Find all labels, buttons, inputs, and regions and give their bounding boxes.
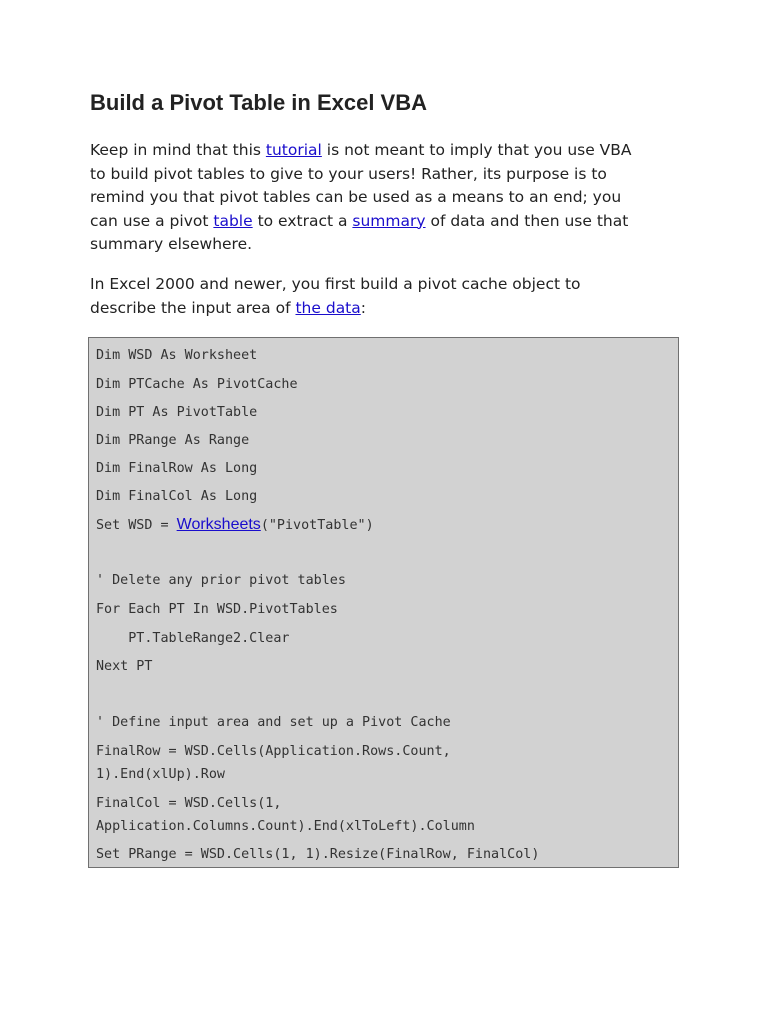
code-line: Set PRange = WSD.Cells(1, 1).Resize(FinalRow, FinalCol) (96, 847, 540, 862)
intro-line-1: Keep in mind that this tutorial is not meant to imply that you use VBA (90, 141, 632, 159)
worksheets-link[interactable]: Worksheets (176, 516, 261, 533)
code-line: Dim PT As PivotTable (96, 405, 258, 420)
code-line: PT.TableRange2.Clear (96, 631, 290, 646)
code-line: FinalRow = WSD.Cells(Application.Rows.Count, (96, 744, 451, 759)
code-line: ' Define input area and set up a Pivot Cache (96, 715, 451, 730)
code-line: Dim WSD As Worksheet (96, 348, 258, 363)
code-line: Dim PRange As Range (96, 433, 250, 448)
intro-line-3: remind you that pivot tables can be used as a means to an end; you (90, 188, 622, 206)
code-line: Set WSD = Worksheets("PivotTable") (96, 516, 374, 533)
code-line: Dim FinalCol As Long (96, 489, 258, 504)
intro-line-4: can use a pivot table to extract a summary of data and then use that (90, 211, 629, 230)
pivot-cache-line-2: describe the input area of the data: (90, 298, 366, 317)
code-line: Application.Columns.Count).End(xlToLeft).Column (96, 819, 475, 834)
pivot-cache-line-1: In Excel 2000 and newer, you first build a pivot cache object to (90, 275, 581, 293)
code-line: For Each PT In WSD.PivotTables (96, 602, 338, 617)
code-line: ' Delete any prior pivot tables (96, 573, 346, 588)
tutorial-link[interactable]: tutorial (265, 141, 322, 159)
code-block (88, 337, 679, 868)
summary-link[interactable]: summary (352, 211, 426, 230)
code-line: 1).End(xlUp).Row (96, 767, 225, 782)
pivot-cache-paragraph (90, 273, 680, 320)
intro-line-5: summary elsewhere. (90, 235, 253, 253)
code-line: Dim PTCache As PivotCache (96, 377, 298, 392)
code-line: Dim FinalRow As Long (96, 461, 258, 476)
page-title: Build a Pivot Table in Excel VBA (90, 90, 428, 115)
the-data-link[interactable]: the data (295, 298, 361, 317)
intro-paragraph (90, 139, 680, 257)
intro-line-2: to build pivot tables to give to your users! Rather, its purpose is to (90, 164, 607, 183)
table-link[interactable]: table (213, 211, 253, 230)
code-line: Next PT (96, 659, 153, 674)
code-line: FinalCol = WSD.Cells(1, (96, 796, 282, 811)
